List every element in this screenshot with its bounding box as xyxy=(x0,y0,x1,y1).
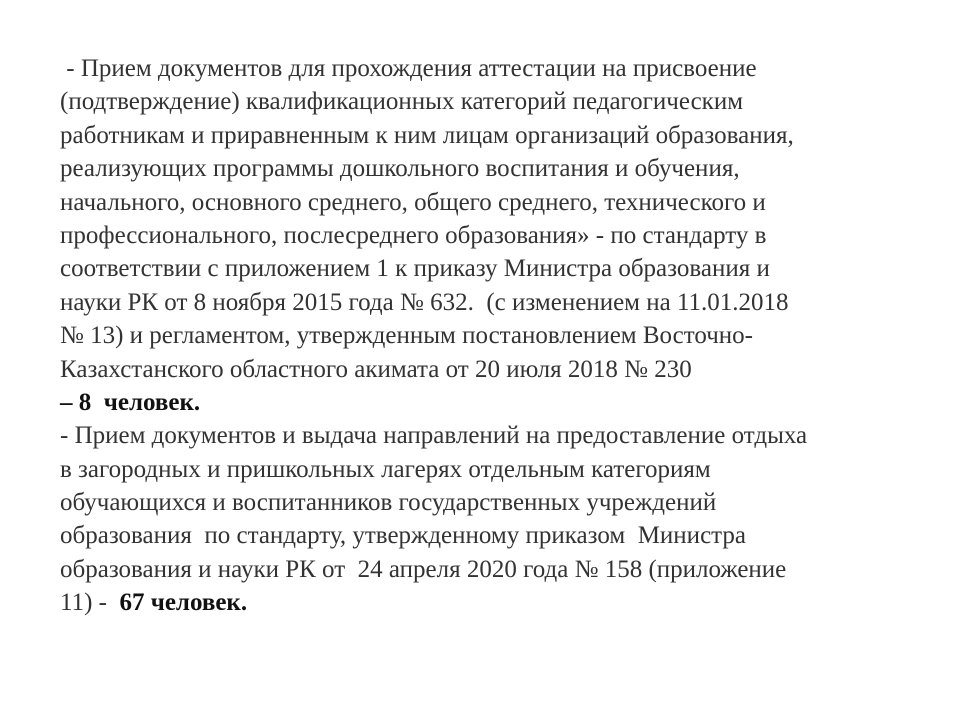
text-line: работникам и приравненным к ним лицам организаций образования, xyxy=(60,121,794,149)
last-line xyxy=(60,586,920,619)
text-line: начального, основного среднего, общего среднего, технического и xyxy=(60,188,766,216)
text-line: обучающихся и воспитанников государственных учреждений xyxy=(60,489,717,517)
text-line: профессионального, послесреднего образования» - по стандарту в xyxy=(60,221,767,249)
text-line: соответствии с приложением 1 к приказу Министра образования и xyxy=(60,255,770,283)
text-line: № 13) и регламентом, утвержденным постановлением Восточно- xyxy=(60,322,753,350)
section1-count: – 8 человек. xyxy=(60,388,201,416)
text-line: образования и науки РК от 24 апреля 2020 года № 158 (приложение xyxy=(60,555,787,583)
text-line: в загородных и пришкольных лагерях отдельным категориям xyxy=(60,455,711,483)
document-text xyxy=(60,52,920,620)
text-line: Казахстанского областного акимата от 20 июля 2018 № 230 xyxy=(60,355,692,383)
text-line: - Прием документов для прохождения аттестации на присвоение xyxy=(60,55,757,82)
text-line: образования по стандарту, утвержденному приказом Министра xyxy=(60,522,746,550)
text-line: (подтверждение) квалификационных категорий педагогическим xyxy=(60,88,744,116)
last-line-prefix: 11) - xyxy=(60,589,120,617)
section2-count: 67 человек. xyxy=(119,589,248,617)
text-line: реализующих программы дошкольного воспитания и обучения, xyxy=(60,155,740,183)
text-line: науки РК от 8 ноября 2015 года № 632. (с изменением на 11.01.2018 xyxy=(60,288,789,316)
text-line: - Прием документов и выдача направлений на предоставление отдыха xyxy=(60,422,808,450)
